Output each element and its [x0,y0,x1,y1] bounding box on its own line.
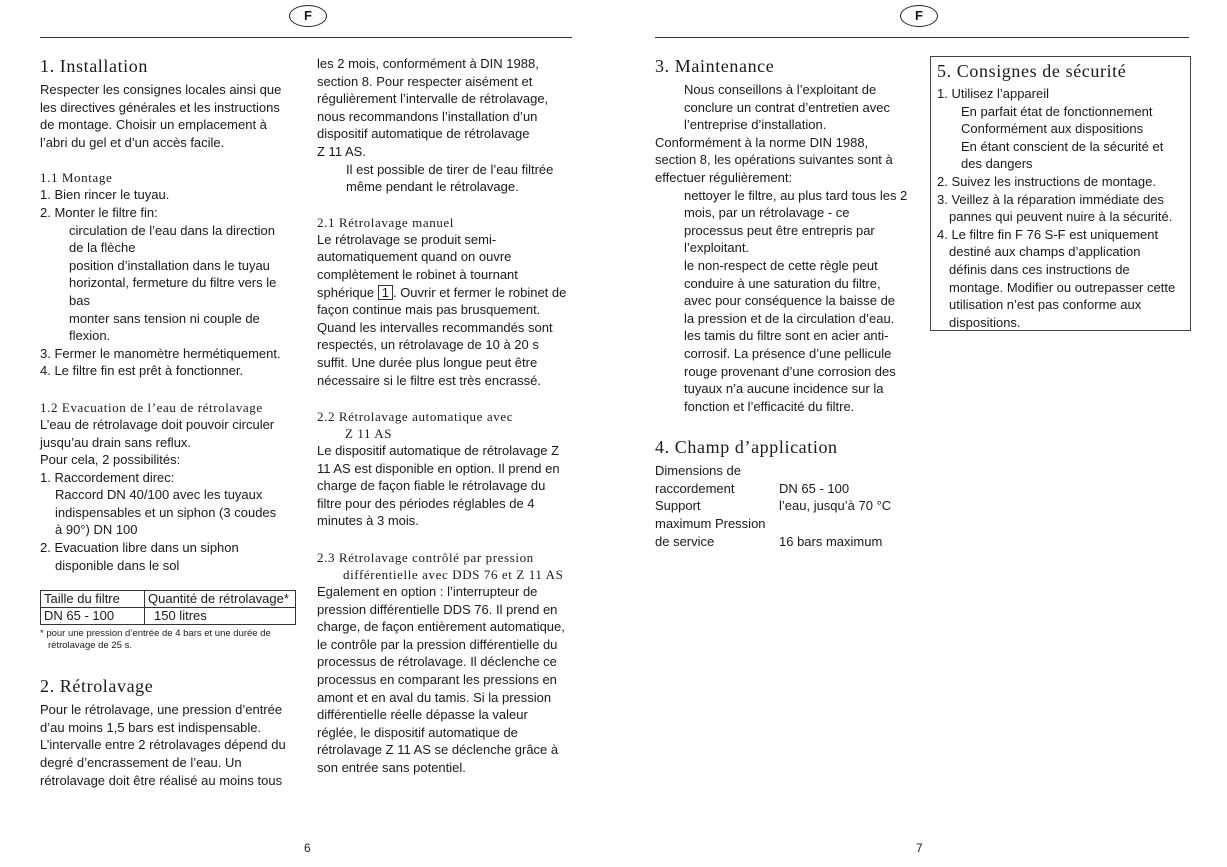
pression-title: 2.3 Rétrolavage contrôlé par pression [317,550,534,566]
table-header-cell: Taille du filtre [41,591,145,608]
maintenance-line: Conformément à la norme DIN 1988, [655,134,869,150]
column-3 [655,55,917,550]
auto-line: filtre pour des périodes réglables de 4 [317,495,535,511]
pression-line: charge, de façon entièrement automatique, [317,619,565,635]
table-cell: DN 65 - 100 [41,608,145,625]
champ-row [655,462,917,480]
evacuation-option-1-line: à 90°) DN 100 [55,522,138,538]
champ-value: l’eau, jusqu’à 70 °C [779,498,892,514]
securite-item-2: 2. Suivez les instructions de montage. [937,173,1156,189]
retrolavage-cont-line: Z 11 AS. [317,143,366,159]
retrolavage-cont-indent-line: même pendant le rétrolavage. [346,179,519,195]
language-badge-right: F [900,5,938,27]
montage-step-3: 3. Fermer le manomètre hermétiquement. [40,345,281,361]
maintenance-bullet-line: rouge provenant d’une corrosion des [684,363,896,379]
pression-line: processus de rétrolavage. Il déclenche ce [317,654,557,670]
language-badge-left: F [289,5,327,27]
maintenance-bullet-line: la pression et de la circulation d’eau. [684,310,895,326]
maintenance-bullet-line: conduire à une saturation du filtre, [684,275,881,291]
table-header-cell: Quantité de rétrolavage* [145,591,296,608]
maintenance-indent-line: Nous conseillons à l’exploitant de [684,82,877,97]
pression-line: différentielle réelle dépasse la valeur [317,707,528,723]
montage-step-2-line: bas [69,292,90,308]
manuel-line: Quand les intervalles recommandés sont [317,319,553,335]
pression-line: rétrolavage Z 11 AS se déclenche grâce à [317,742,559,758]
securite-item-4-line: dispositions. [949,314,1021,330]
retrolavage-title: 2. Rétrolavage [40,676,154,697]
montage-step-4: 4. Le filtre fin est prêt à fonctionner. [40,363,244,379]
securite-item-1-line: des dangers [961,156,1033,172]
manuel-line-spherique [317,284,579,302]
securite-title: 5. Consignes de sécurité [937,61,1127,81]
table-cell: 150 litres [145,608,296,625]
maintenance-bullet-line: les tamis du filtre sont en acier anti- [684,328,889,344]
retrolavage-line: Pour le rétrolavage, une pression d’entrée [40,702,283,718]
montage-step-2-line: circulation de l’eau dans la direction [69,222,275,238]
retrolavage-cont-line: les 2 mois, conformément à DIN 1988, [317,56,539,71]
retrolavage-cont-line: section 8. Pour respecter aisément et [317,73,533,89]
securite-item-3-line: pannes qui peuvent nuire à la sécurité. [949,209,1173,225]
manuel-line: respectés, un rétrolavage de 10 à 20 s [317,337,539,353]
column-2 [317,55,579,777]
pression-line: réglée, le dispositif automatique de [317,724,518,740]
montage-step-1: 1. Bien rincer le tuyau. [40,187,170,203]
retrolavage-cont-line: nous recommandons l’installation d’un [317,108,538,124]
montage-step-2-line: position d’installation dans le tuyau [69,257,270,273]
champ-key: Support [655,498,701,514]
table-header-row [41,591,296,608]
pression-line: le contrôle par la pression différentielle du [317,636,558,652]
securite-item-4-line: définis dans ces instructions de [949,261,1130,277]
securite-item-1: 1. Utilisez l’appareil [937,86,1049,101]
evacuation-option-1: 1. Raccordement direc: [40,469,175,485]
evacuation-option-2: 2. Evacuation libre dans un siphon [40,540,239,556]
montage-step-2-line: de la flèche [69,240,136,256]
montage-title: 1.1 Montage [40,170,113,186]
auto-line: charge de façon fiable le rétrolavage du [317,478,546,494]
securite-item-3: 3. Veillez à la réparation immédiate des [937,191,1164,207]
table-footnote-line: * pour une pression d’entrée de 4 bars et une durée de [40,628,271,640]
maintenance-bullet-line: avec pour conséquence la baisse de [684,293,896,309]
maintenance-bullet-line: l’exploitant. [684,240,750,256]
maintenance-title: 3. Maintenance [655,56,775,76]
maintenance-bullet-line: processus peut être entrepris par [684,222,875,238]
auto-title-line-2: Z 11 AS [345,426,393,442]
table-row [41,608,296,625]
manuel-spherique-word: sphérique [317,284,375,300]
evacuation-option-2-line: disponible dans le sol [55,557,180,573]
champ-title: 4. Champ d’application [655,437,838,458]
securite-item-4-line: montage. Modifier ou outrepasser cette [949,279,1176,295]
retrolavage-cont-line: régulièrement l’intervalle de rétrolavage, [317,91,549,107]
pression-line: amont et en aval du tamis. Si la pression [317,689,552,705]
installation-intro-line: les directives générales et les instructions [40,99,280,115]
retrolavage-line: degré d’encrassement de l’eau. Un [40,755,242,771]
maintenance-indent-line: conclure un contrat d’entretien avec [684,99,890,115]
montage-step-2: 2. Monter le filtre fin: [40,204,158,220]
auto-line: 11 AS est disponible en option. Il prend en [317,460,560,476]
manuel-title: 2.1 Rétrolavage manuel [317,214,455,230]
montage-step-2-line: monter sans tension ni couple de [69,310,260,326]
page-number-left: 6 [304,841,311,855]
maintenance-bullet-line: mois, par un rétrolavage - ce [684,205,850,221]
manuel-line: façon continue mais pas brusquement. [317,302,541,318]
manuel-line: Le rétrolavage se produit semi- [317,231,497,247]
manuel-line: suffit. Une durée plus longue peut être [317,354,538,370]
maintenance-bullet-line: nettoyer le filtre, au plus tard tous les 2 [684,187,908,203]
maintenance-indent-line: l’entreprise d’installation. [684,117,827,133]
montage-step-2-line: flexion. [69,328,111,344]
maintenance-bullet-line: fonction et l’efficacité du filtre. [684,398,855,414]
champ-value: DN 65 - 100 [779,480,850,496]
maintenance-line: effectuer régulièrement: [655,169,793,185]
champ-value: 16 bars maximum [779,533,883,549]
securite-item-1-line: Conformément aux dispositions [961,121,1144,137]
valve-reference-box: 1 [378,285,393,300]
champ-key: maximum Pression [655,516,766,532]
installation-intro-line: l’abri du gel et d’un accès facile. [40,134,225,150]
pression-line: Egalement en option : l’interrupteur de [317,584,538,600]
evacuation-option-1-line: indispensables et un siphon (3 coudes [55,504,277,520]
champ-row [655,480,917,498]
montage-step-2-line: horizontal, fermeture du filtre vers le [69,275,277,291]
retrolavage-line: rétrolavage doit être réalisé au moins tous [40,772,283,788]
securite-item-4: 4. Le filtre fin F 76 S-F est uniquement [937,226,1159,242]
securite-item-1-line: En parfait état de fonctionnement [961,103,1153,119]
table-footnote-line: rétrolavage de 25 s. [48,640,132,652]
backwash-quantity-table [40,590,296,625]
pression-title-line-2: différentielle avec DDS 76 et Z 11 AS [343,567,564,583]
champ-row [655,497,917,515]
retrolavage-cont-indent-line: Il est possible de tirer de l’eau filtrée [346,161,554,177]
column-1 [40,55,298,789]
securite-item-4-line: destiné aux champs d’application [949,244,1141,260]
auto-line: minutes à 3 mois. [317,513,419,529]
champ-key: Dimensions de [655,463,741,479]
securite-item-4-line: utilisation n’est pas conforme aux [949,297,1142,313]
pression-line: son entrée sans potentiel. [317,760,466,775]
manuel-line: nécessaire si le filtre est très encrassé. [317,372,541,388]
header-rule-right [655,37,1189,38]
securite-item-1-line: En étant conscient de la sécurité et [961,138,1164,154]
safety-box [930,56,1191,331]
champ-row [655,515,917,533]
installation-title: 1. Installation [40,56,148,76]
manuel-line: complètement le robinet à tournant [317,266,518,282]
manuel-after-box: . Ouvrir et fermer le robinet de [392,284,567,300]
retrolavage-line: d’au moins 1,5 bars est indispensable. [40,719,262,735]
auto-title: 2.2 Rétrolavage automatique avec [317,409,514,425]
maintenance-line: section 8, les opérations suivantes sont à [655,152,893,168]
installation-intro-line: de montage. Choisir un emplacement à [40,117,267,133]
retrolavage-line: L’intervalle entre 2 rétrolavages dépend du [40,737,286,753]
champ-key: de service [655,533,715,549]
page-number-right: 7 [916,841,923,855]
auto-line: Le dispositif automatique de rétrolavage Z [317,443,560,459]
evacuation-title: 1.2 Evacuation de l’eau de rétrolavage [40,399,263,415]
champ-row [655,533,917,551]
evacuation-option-1-line: Raccord DN 40/100 avec les tuyaux [55,487,263,503]
manuel-line: automatiquement quand on ouvre [317,249,512,265]
retrolavage-cont-line: dispositif automatique de rétrolavage [317,126,530,142]
installation-intro-line: Respecter les consignes locales ainsi que [40,82,282,97]
evacuation-line: jusqu’au drain sans reflux. [40,434,192,450]
pression-line: processus en comparant les pressions en [317,672,557,688]
maintenance-bullet-line: le non-respect de cette règle peut [684,257,878,273]
evacuation-line: L’eau de rétrolavage doit pouvoir circuler [40,416,275,432]
maintenance-bullet-line: corrosif. La présence d’une pellicule [684,345,892,361]
pression-line: pression différentielle DDS 76. Il prend en [317,601,558,617]
champ-key: raccordement [655,480,735,496]
evacuation-line: Pour cela, 2 possibilités: [40,452,181,468]
header-rule-left [40,37,572,38]
maintenance-bullet-line: tuyaux n’a aucune incidence sur la [684,381,884,397]
